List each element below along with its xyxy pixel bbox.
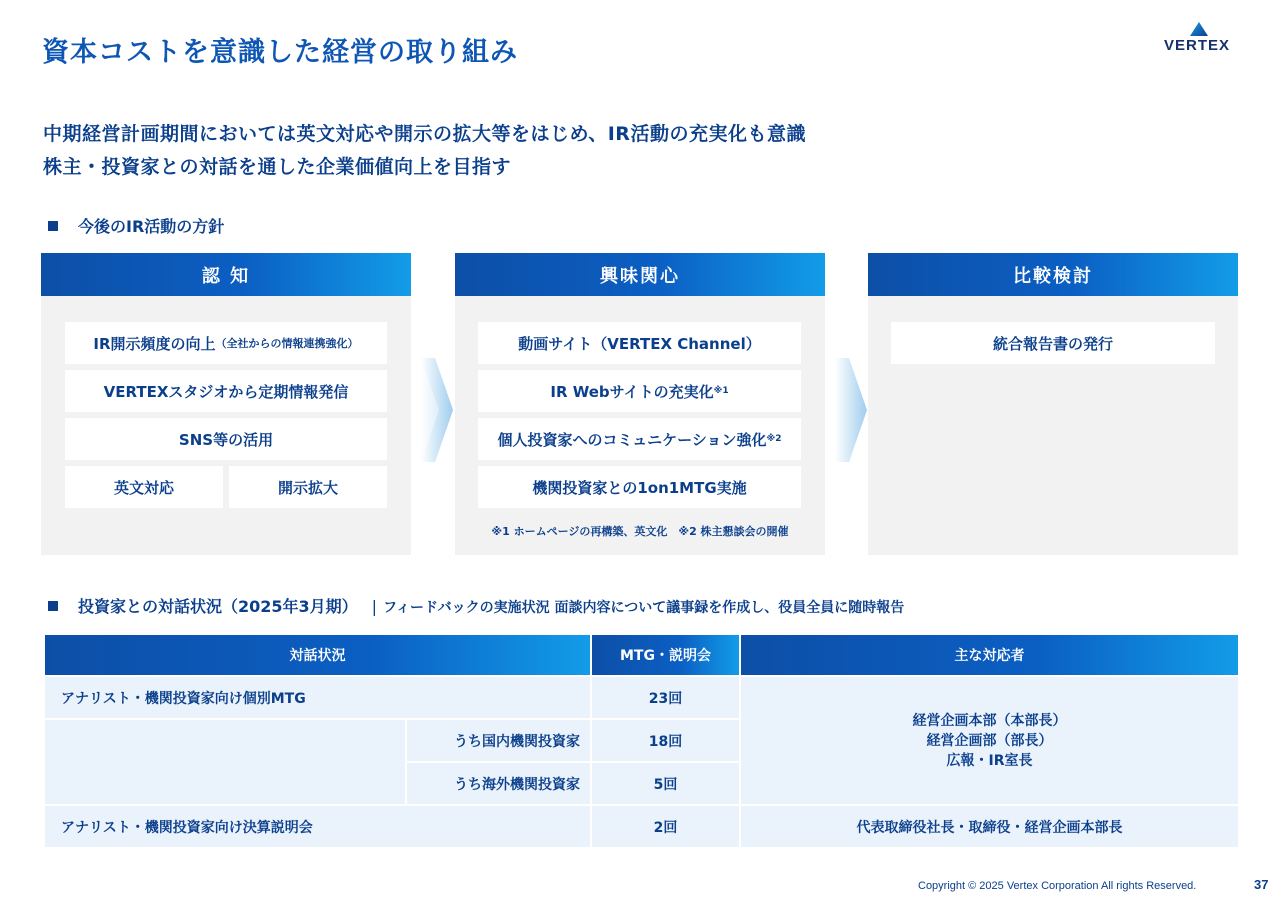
section-heading-text: 今後のIR活動の方針: [78, 217, 225, 236]
item-text: 個人投資家へのコミュニケーション強化: [497, 430, 767, 449]
footnote-mark: ※2: [766, 434, 782, 444]
company-logo: [1146, 22, 1248, 58]
row-label: うち海外機関投資家: [406, 762, 591, 805]
row-label: うち国内機関投資家: [406, 719, 591, 762]
row-count: 23回: [591, 676, 740, 719]
responder-line: 経営企画本部（本部長）: [912, 712, 1067, 729]
section-note: フィードバックの実施状況 面談内容について議事録を作成し、役員全員に随時報告: [383, 600, 905, 616]
policy-column-awareness: [41, 253, 411, 555]
policy-item: 統合報告書の発行: [891, 322, 1215, 364]
policy-item: SNS等の活用: [65, 418, 387, 460]
table-header-row: [44, 634, 1239, 676]
column-header-responder: 主な対応者: [740, 634, 1239, 676]
policy-item: 機関投資家との1on1MTG実施: [478, 466, 801, 508]
logo-mark-icon: [1190, 22, 1208, 36]
column-header: 興味関心: [455, 253, 825, 296]
policy-column-interest: [455, 253, 825, 555]
section-heading-ir-policy: [48, 214, 224, 237]
footnote: ※1 ホームページの再構築、英文化 ※2 株主懇談会の開催: [491, 525, 789, 538]
policy-column-comparison: [868, 253, 1238, 555]
flow-arrow-icon: [835, 358, 867, 462]
responder-cell: [740, 676, 1239, 805]
policy-item: 動画サイト（VERTEX Channel）: [478, 322, 801, 364]
item-text: IR Webサイトの充実化: [550, 382, 714, 401]
row-count: 5回: [591, 762, 740, 805]
item-subtext: （全社からの情報連携強化）: [215, 337, 359, 350]
section-heading-text: 投資家との対話状況（2025年3月期）: [78, 597, 358, 616]
flow-arrow-icon: [421, 358, 453, 462]
responder-line: 経営企画部（部長）: [926, 732, 1053, 749]
row-count: 2回: [591, 805, 740, 848]
page-title: 資本コストを意識した経営の取り組み: [42, 37, 518, 68]
lead-line-1: 中期経営計画期間においては英文対応や開示の拡大等をはじめ、IR活動の充実化も意識: [43, 123, 806, 145]
row-label: アナリスト・機関投資家向け個別MTG: [44, 676, 591, 719]
lead-line-2: 株主・投資家との対話を通した企業価値向上を目指す: [43, 156, 512, 178]
logo-wordmark: VERTEX: [1163, 37, 1230, 54]
column-header-status: 対話状況: [44, 634, 591, 676]
row-label: アナリスト・機関投資家向け決算説明会: [44, 805, 591, 848]
policy-item: [478, 418, 801, 460]
empty-cell: [44, 719, 406, 805]
item-text: IR開示頻度の向上: [93, 334, 216, 353]
copyright: Copyright © 2025 Vertex Corporation All rights Reserved.: [918, 880, 1197, 892]
policy-item: 開示拡大: [229, 466, 387, 508]
square-bullet-icon: [48, 601, 58, 611]
table-row: [44, 676, 1239, 719]
column-header-count: MTG・説明会: [591, 634, 740, 676]
responder-line: 広報・IR室長: [946, 752, 1033, 769]
footnote-mark: ※1: [713, 386, 729, 396]
responder-cell: 代表取締役社長・取締役・経営企画本部長: [740, 805, 1239, 848]
square-bullet-icon: [48, 221, 58, 231]
policy-item: [478, 370, 801, 412]
column-header: 認 知: [41, 253, 411, 296]
column-header: 比較検討: [868, 253, 1238, 296]
table-row: [44, 805, 1239, 848]
dialogue-table: [43, 633, 1240, 849]
policy-item: 英文対応: [65, 466, 223, 508]
row-count: 18回: [591, 719, 740, 762]
section-heading-dialogue: [48, 594, 904, 617]
policy-item: VERTEXスタジオから定期情報発信: [65, 370, 387, 412]
separator: |: [371, 597, 378, 616]
policy-item: [65, 322, 387, 364]
page-number: 37: [1254, 877, 1269, 892]
